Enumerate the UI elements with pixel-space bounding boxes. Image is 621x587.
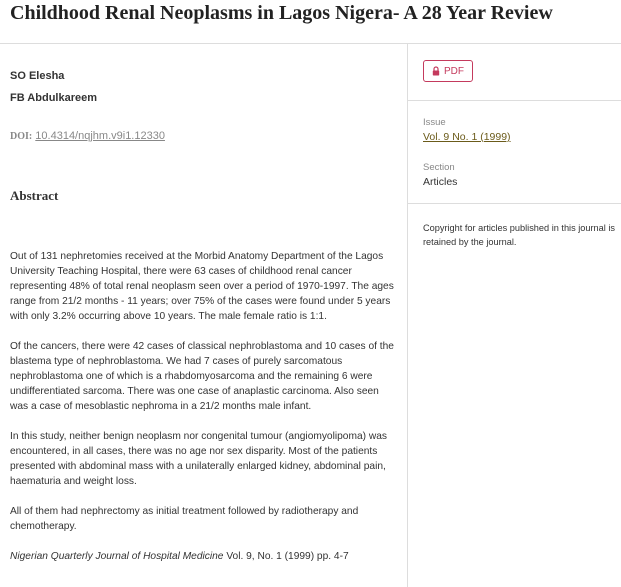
citation	[10, 549, 394, 564]
abstract-paragraph: All of them had nephrectomy as initial treatment followed by radiotherapy and chemotherapy.	[10, 506, 359, 532]
doi-link[interactable]: 10.4314/nqjhm.v9i1.12330	[35, 130, 165, 142]
citation-details: Vol. 9, No. 1 (1999) pp. 4-7	[223, 551, 349, 562]
sidebar-section-divider	[408, 203, 621, 204]
issue-link[interactable]: Vol. 9 No. 1 (1999)	[423, 131, 511, 143]
abstract-body	[10, 249, 394, 564]
page-title: Childhood Renal Neoplasms in Lagos Nigera- A 28 Year Review	[10, 2, 553, 24]
issue-value	[423, 130, 511, 144]
author-name: FB Abdulkareem	[10, 92, 98, 104]
issue-label: Issue	[423, 117, 446, 128]
pdf-download-button[interactable]	[423, 60, 473, 82]
author-name: SO Elesha	[10, 70, 65, 82]
doi-label: DOI:	[10, 131, 33, 142]
section-value: Articles	[423, 176, 458, 188]
abstract-heading: Abstract	[10, 188, 59, 203]
copyright-notice: Copyright for articles published in this journal is retained by the journal.	[423, 223, 616, 247]
header-divider	[0, 43, 621, 44]
section-label: Section	[423, 162, 455, 173]
pdf-label: PDF	[444, 65, 464, 77]
citation-journal: Nigerian Quarterly Journal of Hospital Medicine	[10, 551, 224, 562]
sidebar-divider	[407, 44, 408, 587]
abstract-paragraph: Of the cancers, there were 42 cases of classical nephroblastoma and 10 cases of the blastema type of nephroblastoma. We had 7 cases of purely sarcomatous nephroblastoma one of which is a rhabdomyosarcoma and the remaining 6 were undifferentiated sarcoma. There was one case of anaplastic carcinoma. Also seen was a case of mesoblastic nephroma in a 21/2 months male infant.	[10, 341, 394, 412]
abstract-paragraph: In this study, neither benign neoplasm nor congenital tumour (angiomyolipoma) was encountered, in all cases, there was no age nor sex disparity. Most of the patients presented with abdominal mass with a unilaterally enlarged kidney, abdominal pain, haematuria and weight loss.	[10, 431, 387, 487]
lock-icon	[432, 66, 440, 76]
doi-line	[10, 129, 165, 144]
sidebar-section-divider	[408, 100, 621, 101]
abstract-paragraph: Out of 131 nephretomies received at the Morbid Anatomy Department of the Lagos University Teaching Hospital, there were 63 cases of childhood renal cancer representing 48% of total renal neoplasm seen over a period of 1970-1997. The ages range from 21/2 months - 11 years; over 75% of the cases were found under 5 years with only 3.2% occurring above 10 years. The male female ratio is 1:1.	[10, 251, 394, 322]
